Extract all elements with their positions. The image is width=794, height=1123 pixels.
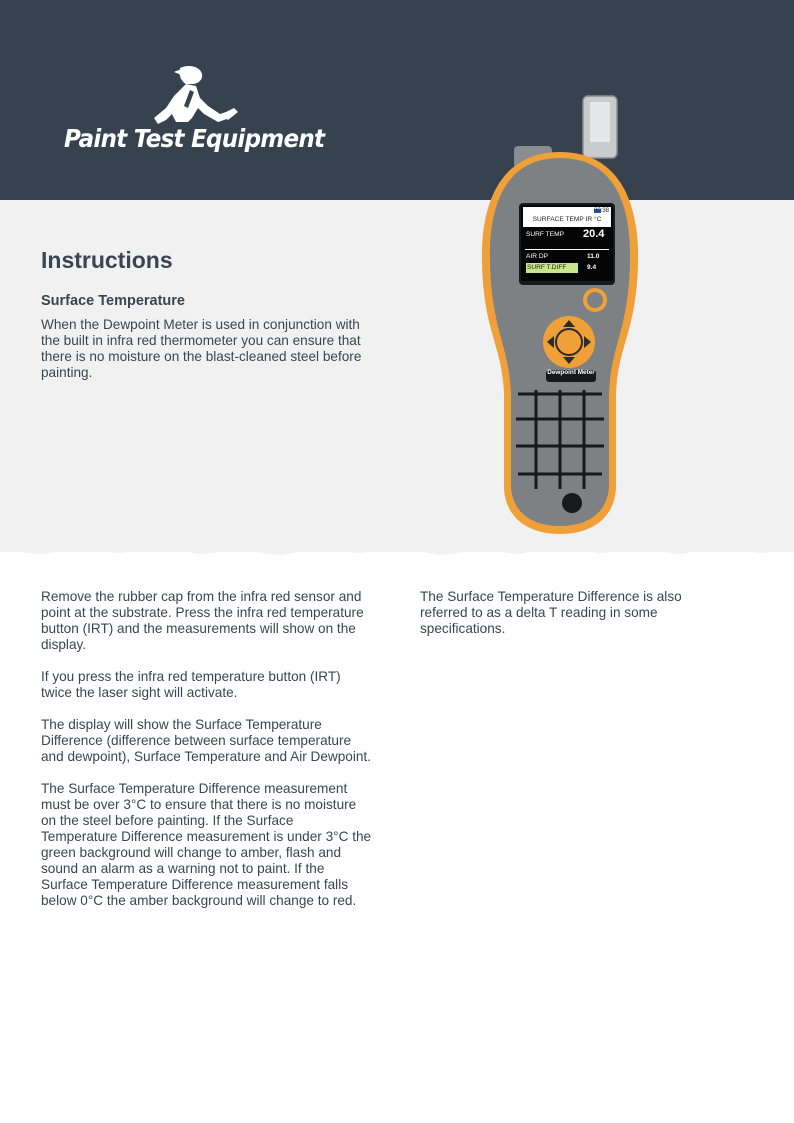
paragraph: The display will show the Surface Temperature Difference (difference between surface temperature and dewpoint), Surface Temperature and Air Dewpoint. bbox=[41, 717, 371, 764]
paragraph: The Surface Temperature Difference measurement must be over 3°C to ensure that there is no moisture on the steel before painting. If the Surface Temperature Difference measurement is under 3°C the green background will change to amber, flash and sound an alarm as a warning not to paint. If the Surface Temperature Difference measurement falls below 0°C the amber background will change to red. bbox=[41, 781, 372, 908]
device-label: Dewpoint Meter bbox=[547, 369, 595, 376]
surf-temp-value: 20.4 bbox=[583, 228, 605, 240]
screen-status-bar bbox=[523, 207, 611, 227]
right-column bbox=[420, 589, 720, 653]
brand-name: Paint Test Equipment bbox=[64, 124, 325, 153]
air-dp-value: 11.0 bbox=[587, 253, 600, 260]
torn-edge-top bbox=[0, 196, 794, 212]
torn-edge-bottom bbox=[0, 544, 794, 558]
surf-tdiff-label: SURF T.DIFF bbox=[527, 264, 567, 271]
air-dp-label: AIR DP bbox=[526, 253, 548, 260]
paragraph: The Surface Temperature Difference is also referred to as a delta T reading in some specifications. bbox=[420, 589, 682, 636]
screen-time: 00:38 bbox=[593, 208, 609, 214]
surf-temp-label: SURF TEMP bbox=[526, 231, 564, 238]
screen-separator bbox=[525, 249, 609, 250]
intro-paragraph: When the Dewpoint Meter is used in conjunction with the built in infra red thermometer you can ensure that there is no moisture on the blast-cleaned steel before painting. bbox=[41, 317, 362, 380]
page-title: Instructions bbox=[41, 247, 173, 273]
dewpoint-meter-image bbox=[470, 94, 650, 540]
section-title: Surface Temperature bbox=[41, 293, 185, 309]
paragraph: If you press the infra red temperature button (IRT) twice the laser sight will activate. bbox=[41, 669, 341, 700]
paragraph: Remove the rubber cap from the infra red sensor and point at the substrate. Press the infra red temperature button (IRT) and the measurements will show on the display. bbox=[41, 589, 364, 652]
screen-header: SURFACE TEMP IR °C bbox=[532, 216, 602, 223]
left-column bbox=[41, 589, 373, 925]
surf-tdiff-value: 9.4 bbox=[587, 264, 597, 271]
device-screen bbox=[521, 205, 613, 281]
